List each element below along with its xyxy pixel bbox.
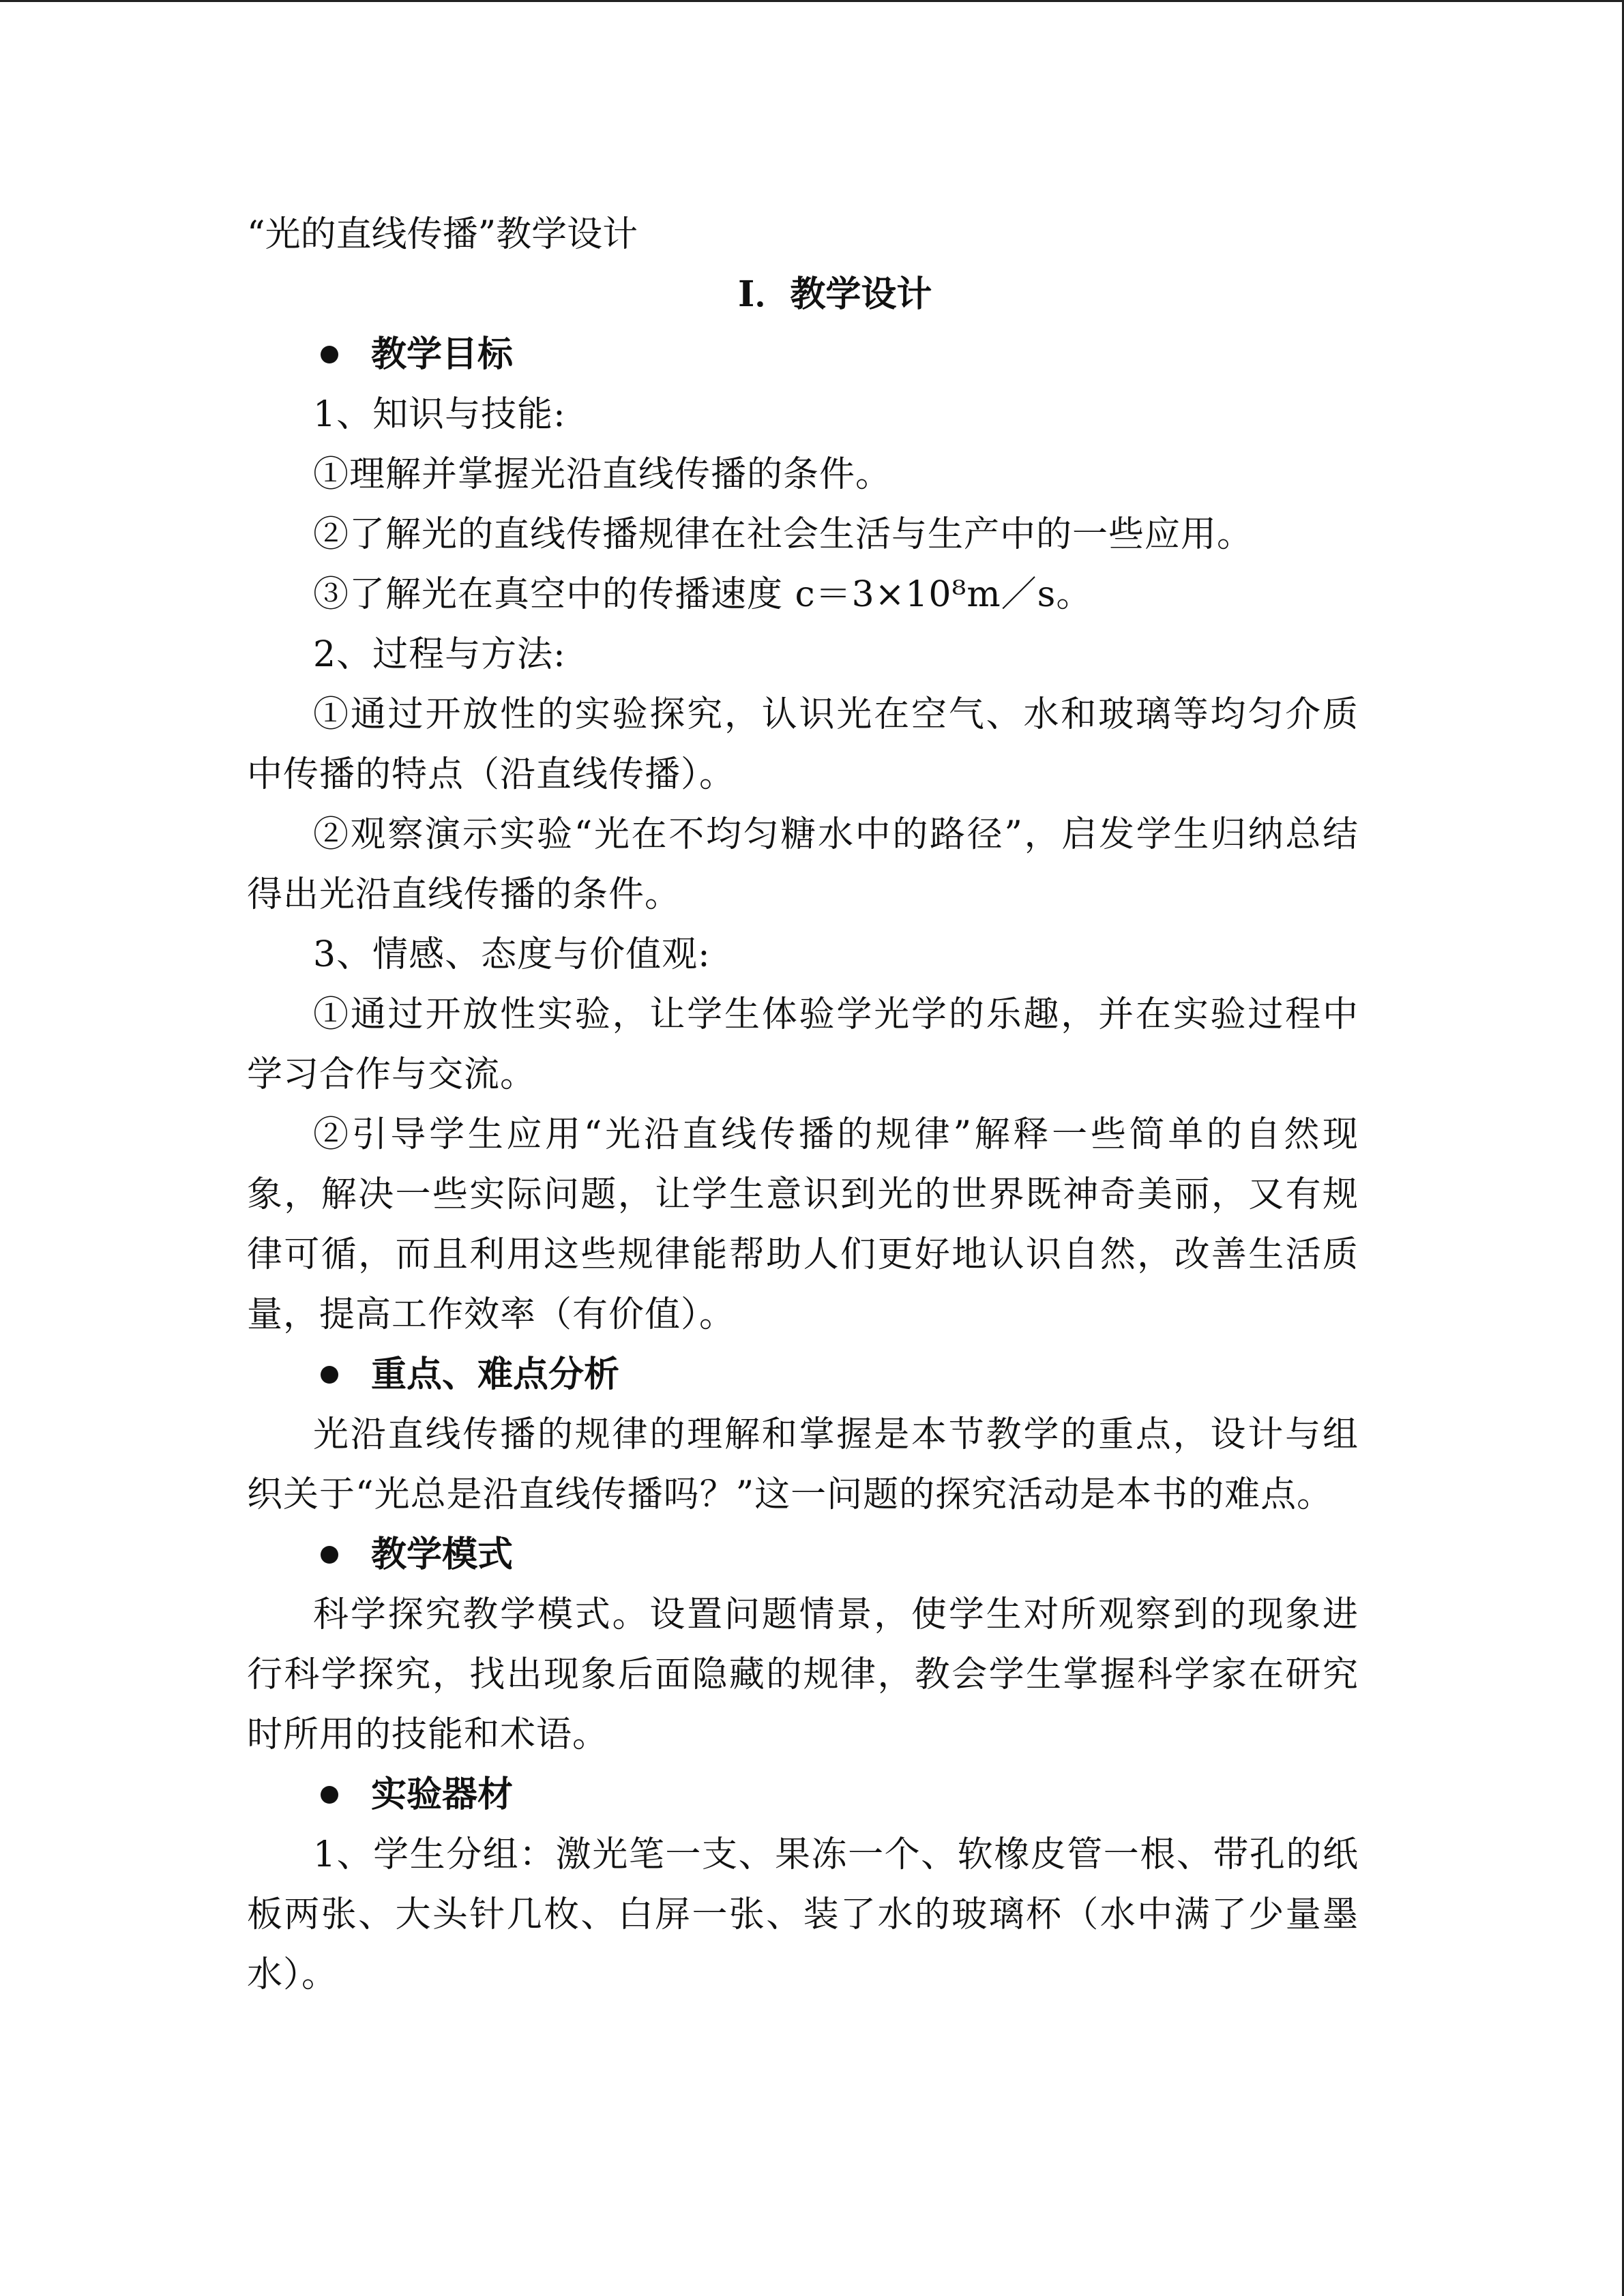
paragraph: 1、知识与技能: [313,394,566,435]
page-border-top [0,0,1624,2]
heading-text: 教学模式 [371,1534,514,1575]
paragraph: ②引导学生应用“光沿直线传播的规律”解释一些简单的自然现象，解决一些实际问题，让学生意识到光的世界既神奇美丽，又有规律可循，而且利用这些规律能帮助人们更好地认识自然，改善生活质量，提高工作效率（有价值）。 [247,1114,1359,1335]
bullet-heading-teaching-mode [247,1525,1359,1585]
document-body [247,205,1359,2005]
paragraph: 科学探究教学模式。设置问题情景，使学生对所观察到的现象进行科学探究，找出现象后面隐藏的规律，教会学生掌握科学家在研究时所用的技能和术语。 [247,1594,1359,1755]
paragraph: ②观察演示实验“光在不均匀糖水中的路径”，启发学生归纳总结得出光沿直线传播的条件。 [247,814,1359,915]
bullet-icon [321,1366,338,1384]
bullet-icon [321,346,338,363]
paragraph: ①通过开放性的实验探究，认识光在空气、水和玻璃等均匀介质中传播的特点（沿直线传播）。 [247,694,1359,795]
heading-text: 实验器材 [371,1774,514,1815]
heading-text: 重点、难点分析 [371,1354,620,1395]
paragraph: 1、学生分组：激光笔一支、果冻一个、软橡皮管一根、带孔的纸板两张、大头针几枚、白屏一张、装了水的玻璃杯（水中满了少量墨水）。 [247,1834,1359,1995]
paragraph: 2、过程与方法: [313,634,566,675]
bullet-heading-objectives [247,325,1359,385]
bullet-heading-equipment [247,1765,1359,1825]
paragraph: ①通过开放性实验，让学生体验学光学的乐趣，并在实验过程中学习合作与交流。 [247,994,1359,1095]
paragraph: ③了解光在真空中的传播速度 c＝3×10⁸m／s。 [313,574,1093,615]
bullet-icon [321,1786,338,1804]
paragraph: ②了解光的直线传播规律在社会生活与生产中的一些应用。 [313,514,1254,555]
paragraph: 光沿直线传播的规律的理解和掌握是本节教学的重点，设计与组织关于“光总是沿直线传播吗？”这一问题的探究活动是本书的难点。 [247,1414,1359,1515]
bullet-heading-key-points [247,1345,1359,1405]
document-title: “光的直线传播”教学设计 [247,214,638,255]
heading-text: 教学目标 [371,333,514,375]
paragraph: ①理解并掌握光沿直线传播的条件。 [313,454,892,495]
section-heading: Ⅰ．教学设计 [738,273,932,315]
paragraph: 3、情感、态度与价值观: [313,934,711,975]
bullet-icon [321,1546,338,1564]
